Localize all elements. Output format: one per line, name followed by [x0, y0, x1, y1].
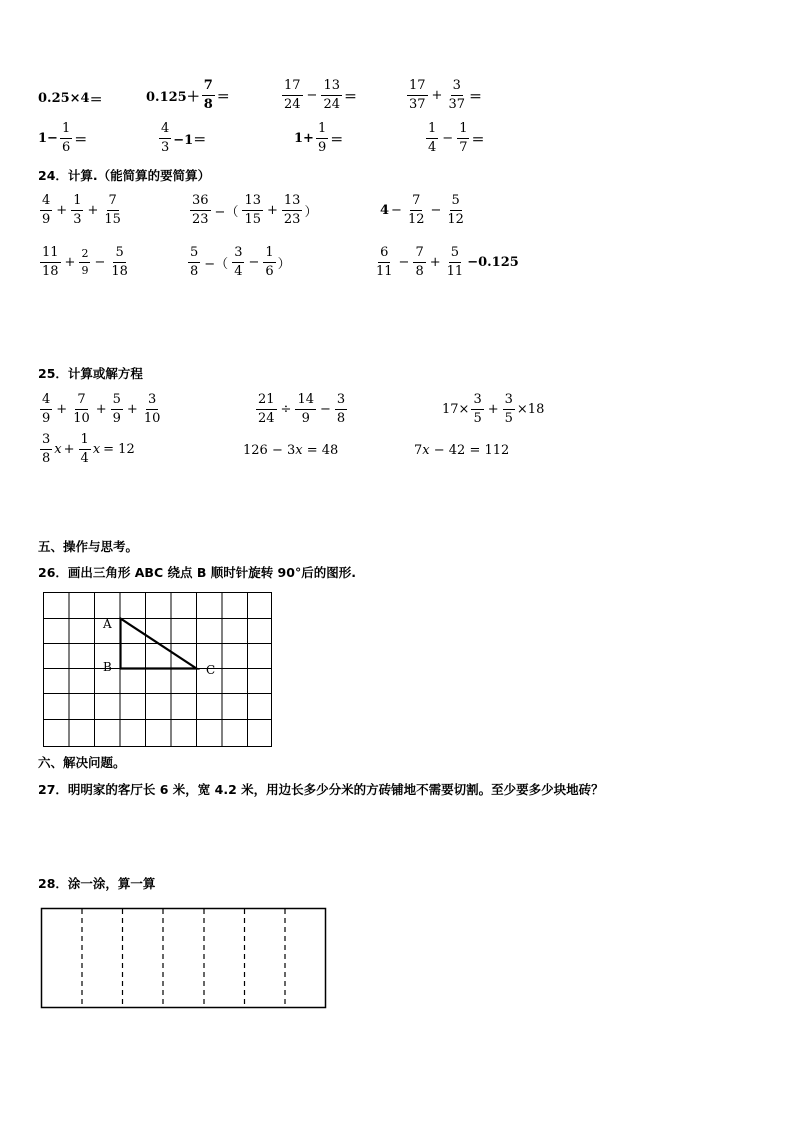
- q24-title: 24．计算.（能简算的要简算）: [38, 168, 211, 183]
- denominator: 4: [234, 263, 243, 279]
- operator: +: [56, 202, 68, 218]
- expr-r1-1: [38, 89, 103, 108]
- denominator: 9: [301, 410, 310, 426]
- numerator: 4: [159, 121, 171, 139]
- fraction: [446, 78, 467, 112]
- operator: −: [306, 87, 318, 103]
- fraction: [242, 193, 263, 227]
- fraction: [445, 193, 466, 227]
- denominator: 3: [73, 211, 82, 227]
- numerator: 14: [295, 392, 316, 410]
- equals-sign: ＝: [469, 89, 483, 105]
- q25-expr-1: [38, 392, 164, 426]
- expr-tail: ×18: [516, 401, 545, 417]
- denominator: 5: [473, 410, 482, 426]
- denominator: 37: [409, 96, 426, 112]
- numerator: 4: [40, 193, 52, 211]
- fraction: [282, 78, 303, 112]
- denominator: 9: [112, 410, 121, 426]
- operator: +: [431, 87, 443, 103]
- numerator: 4: [40, 392, 52, 410]
- numerator: 3: [146, 392, 158, 410]
- numerator: 1: [71, 193, 83, 211]
- operator: −: [391, 202, 402, 218]
- denominator: 6: [265, 263, 274, 279]
- operator: +: [95, 401, 107, 417]
- denominator: 6: [61, 139, 71, 155]
- fraction: [109, 245, 130, 279]
- fraction: [426, 121, 438, 155]
- numerator: 3: [503, 392, 515, 410]
- fraction: [406, 193, 427, 227]
- q24-expr-4: [38, 245, 132, 279]
- section5-title: 五、操作与思考。: [38, 539, 139, 554]
- denominator: 12: [447, 211, 464, 227]
- fraction: [316, 121, 328, 155]
- denominator: 37: [448, 96, 465, 112]
- denominator: 12: [407, 211, 425, 227]
- numerator: 3: [335, 392, 347, 410]
- expr-r2-3: [294, 121, 343, 155]
- equals-sign: ＝: [330, 132, 344, 148]
- vertex-label-a: A: [103, 617, 112, 631]
- numerator: 1: [263, 245, 275, 263]
- denominator: 11: [446, 263, 464, 279]
- expr-tail: − 42 = 112: [429, 443, 510, 458]
- paren-close: ）: [304, 204, 318, 220]
- operator: +: [126, 401, 138, 417]
- numerator: 3: [451, 78, 463, 96]
- operator: −（: [214, 204, 239, 220]
- operator: +: [56, 401, 68, 417]
- fraction: [471, 392, 483, 426]
- denominator: 9: [317, 139, 327, 155]
- denominator: 18: [42, 263, 59, 279]
- numerator: 1: [79, 432, 91, 450]
- operator: −: [398, 254, 410, 270]
- fraction: [413, 245, 425, 279]
- fraction: [295, 392, 316, 426]
- numerator: 7: [202, 78, 215, 96]
- fraction: [102, 193, 123, 227]
- fraction: [159, 121, 171, 155]
- numerator: 6: [378, 245, 390, 263]
- numerator: 36: [190, 193, 211, 211]
- operator: −: [430, 202, 442, 218]
- denominator: 8: [42, 450, 51, 466]
- variable-x: x: [92, 441, 101, 457]
- section6-title: 六、解决问题。: [38, 755, 126, 770]
- equals-sign: ＝: [344, 89, 358, 105]
- numerator: 7: [413, 245, 425, 263]
- q24-expr-6: [372, 245, 519, 279]
- fraction: [503, 392, 515, 426]
- q27-title: 27．明明家的客厅长 6 米，宽 4.2 米，用边长多少分米的方砖铺地不需要切割。至少要多少块地砖？: [38, 782, 604, 797]
- fraction: [60, 121, 72, 155]
- q25-expr-6: [414, 443, 509, 458]
- numerator: 13: [321, 78, 342, 96]
- fraction: [321, 78, 342, 112]
- expr-r1-2: [146, 78, 230, 112]
- equals-sign: ＝: [471, 132, 485, 148]
- denominator: 9: [42, 410, 51, 426]
- fraction: [111, 392, 123, 426]
- expr-text: 7: [414, 443, 423, 458]
- denominator: 7: [459, 139, 468, 155]
- operator: +: [429, 254, 441, 270]
- fraction: [40, 392, 52, 426]
- vertex-label-b: B: [103, 660, 112, 674]
- denominator: 24: [284, 96, 301, 112]
- denominator: 3: [161, 139, 170, 155]
- variable-x: x: [295, 443, 303, 458]
- fraction: [232, 245, 244, 279]
- denominator: 9: [81, 263, 89, 277]
- denominator: 8: [336, 410, 346, 426]
- numerator: 7: [410, 193, 422, 211]
- expr-r1-4: [405, 78, 482, 112]
- numerator: 1: [60, 121, 72, 139]
- denominator: 5: [504, 410, 513, 426]
- denominator: 23: [283, 211, 301, 227]
- denominator: 15: [104, 211, 121, 227]
- operator: ÷: [280, 401, 292, 417]
- numerator: 3: [471, 392, 483, 410]
- numerator: 2: [79, 247, 90, 262]
- denominator: 8: [415, 263, 424, 279]
- q28-title: 28．涂一涂，算一算: [38, 876, 156, 891]
- fraction: [202, 78, 215, 112]
- denominator: 10: [143, 410, 161, 426]
- fraction: [71, 193, 83, 227]
- variable-x: x: [54, 441, 62, 457]
- operator: −（: [204, 256, 229, 272]
- numerator: 7: [75, 392, 87, 410]
- expr-text: 17×: [442, 401, 470, 417]
- fraction: [71, 392, 92, 426]
- fraction: [79, 247, 90, 276]
- numerator: 5: [113, 245, 125, 263]
- expr-text: 0.25×4: [38, 91, 90, 106]
- q25-expr-4: [38, 432, 135, 466]
- denominator: 8: [190, 263, 199, 279]
- expr-text: 4: [380, 202, 390, 218]
- expr-tail: −0.125: [467, 254, 519, 270]
- denominator: 18: [111, 263, 128, 279]
- paren-close: ）: [277, 256, 291, 272]
- numerator: 21: [256, 392, 277, 410]
- operator: −: [248, 254, 260, 270]
- expr-tail: −1＝: [173, 132, 207, 148]
- q24-expr-5: [186, 245, 291, 279]
- numerator: 5: [188, 245, 200, 263]
- operator: −: [442, 130, 454, 146]
- expr-r1-3: [280, 78, 357, 112]
- expr-text: 126 − 3: [243, 443, 296, 458]
- numerator: 13: [242, 193, 263, 211]
- q25-title: 25．计算或解方程: [38, 366, 143, 381]
- fraction: [282, 193, 303, 227]
- expr-text: 1−: [38, 130, 58, 146]
- equals-sign: ＝: [74, 132, 88, 148]
- q24-expr-2: [188, 193, 317, 227]
- equals-sign: ＝: [89, 93, 103, 108]
- variable-x: x: [422, 443, 430, 458]
- denominator: 8: [203, 96, 213, 112]
- expr-r2-4: [424, 121, 484, 155]
- denominator: 24: [258, 410, 275, 426]
- numerator: 1: [457, 121, 469, 139]
- fraction: [263, 245, 275, 279]
- denominator: 10: [73, 410, 90, 426]
- equals-sign: ＝: [216, 89, 230, 105]
- numerator: 5: [111, 392, 123, 410]
- expr-tail: = 48: [302, 443, 339, 458]
- fraction: [335, 392, 347, 426]
- operator: +: [87, 202, 99, 218]
- fraction: [142, 392, 163, 426]
- operator: −: [94, 254, 106, 270]
- numerator: 1: [426, 121, 438, 139]
- fraction: [40, 245, 61, 279]
- fraction: [256, 392, 277, 426]
- operator: +: [267, 202, 278, 218]
- numerator: 17: [407, 78, 428, 96]
- fraction: [374, 245, 395, 279]
- operator: −: [320, 401, 331, 417]
- fraction: [445, 245, 466, 279]
- vertex-label-c: C: [206, 663, 216, 677]
- q26-title: 26．画出三角形 ABC 绕点 B 顺时针旋转 90°后的图形.: [38, 565, 356, 580]
- fraction: [407, 78, 428, 112]
- denominator: 24: [323, 96, 340, 112]
- expr-text: 0.125＋: [146, 89, 200, 105]
- fraction: [190, 193, 211, 227]
- fraction: [40, 432, 52, 466]
- rotation-grid: [41, 590, 275, 750]
- numerator: 3: [40, 432, 52, 450]
- q25-expr-2: [254, 392, 349, 426]
- numerator: 13: [282, 193, 303, 211]
- q24-expr-3: [380, 193, 468, 227]
- fraction: [40, 193, 52, 227]
- operator: +: [487, 401, 499, 417]
- expr-r2-1: [38, 121, 87, 155]
- fraction: [457, 121, 469, 155]
- denominator: 11: [376, 263, 393, 279]
- denominator: 15: [244, 211, 261, 227]
- numerator: 5: [449, 245, 461, 263]
- expr-text: 1+: [294, 130, 314, 146]
- numerator: 7: [107, 193, 119, 211]
- denominator: 4: [80, 450, 89, 466]
- denominator: 4: [428, 139, 437, 155]
- q25-expr-5: [243, 443, 338, 458]
- numerator: 17: [282, 78, 303, 96]
- fraction: [188, 245, 200, 279]
- fraction: [79, 432, 91, 466]
- operator: +: [63, 441, 75, 457]
- expr-r2-2: [157, 121, 206, 155]
- operator: +: [64, 254, 76, 270]
- denominator: 9: [42, 211, 51, 227]
- q25-expr-3: [442, 392, 544, 426]
- numerator: 11: [40, 245, 61, 263]
- denominator: 23: [192, 211, 209, 227]
- numerator: 5: [450, 193, 462, 211]
- expr-tail: = 12: [103, 441, 135, 457]
- numerator: 3: [232, 245, 244, 263]
- numerator: 1: [316, 121, 328, 139]
- fraction-strip: [40, 906, 328, 1010]
- q24-expr-1: [38, 193, 125, 227]
